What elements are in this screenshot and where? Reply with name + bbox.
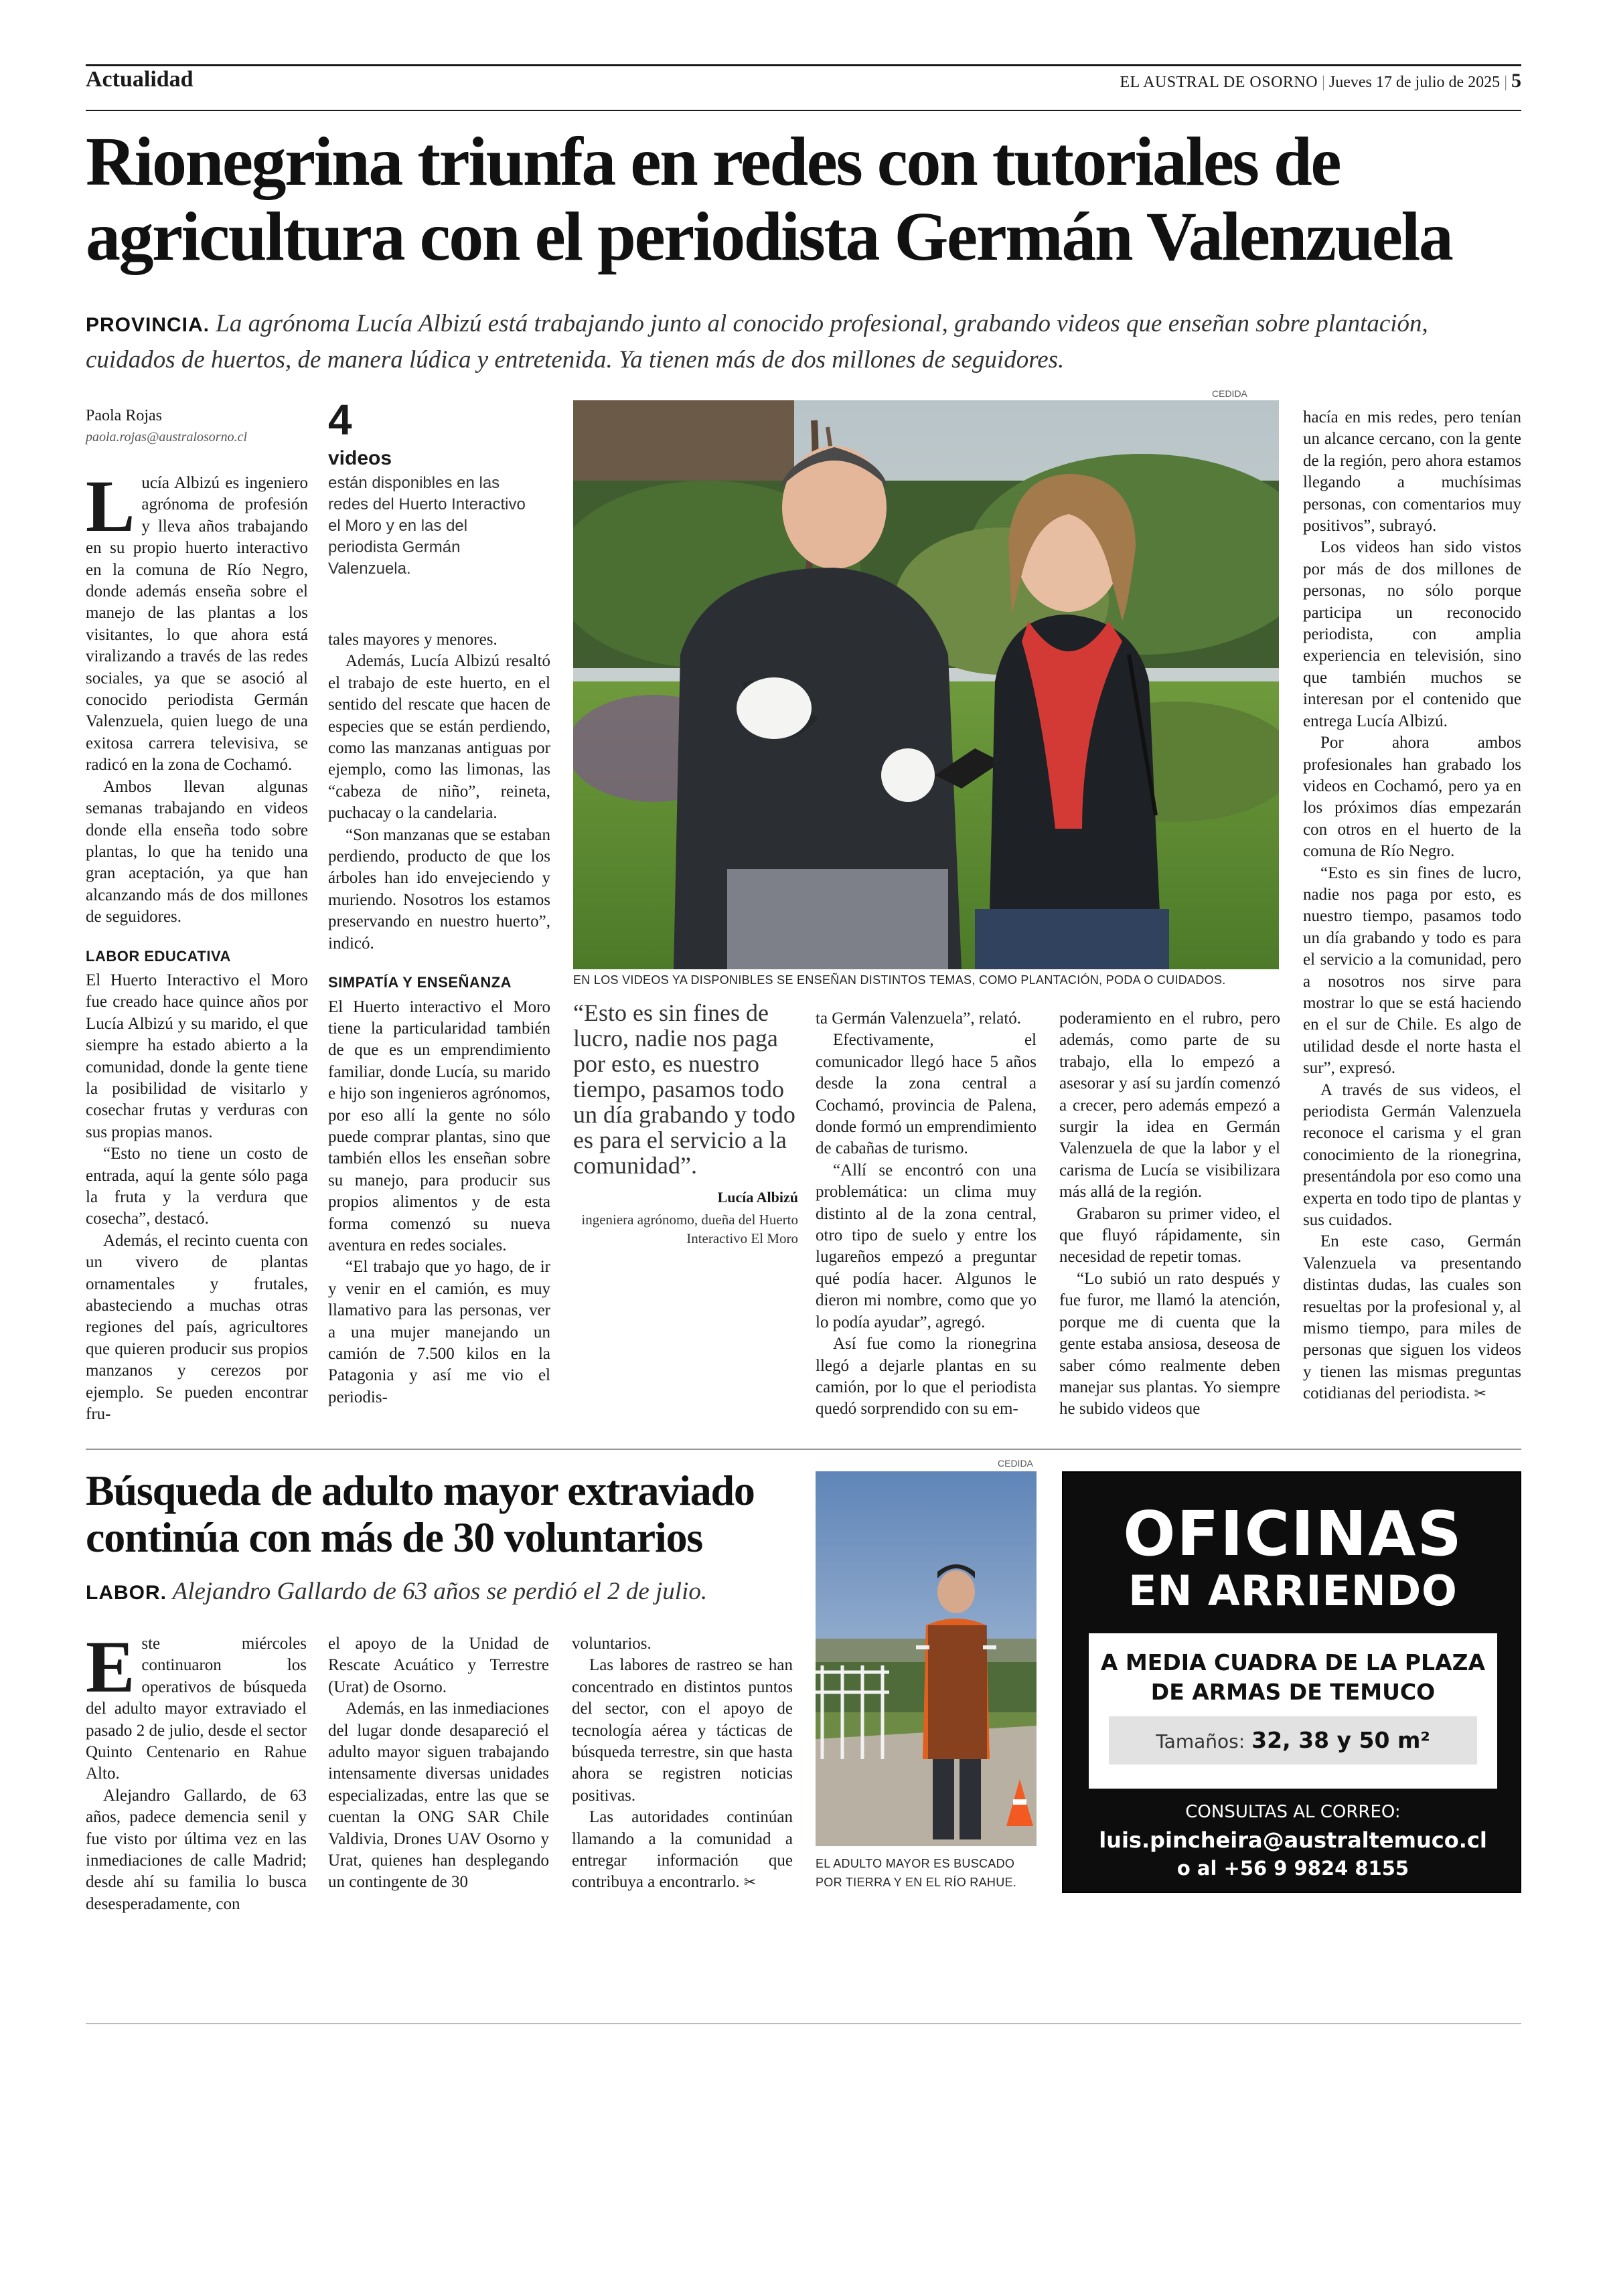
bottom-rule	[86, 2023, 1521, 2024]
paragraph: “Esto es sin fines de lucro, nadie nos paga por esto, es nuestro tiempo, pasamos todo un día grabando y todo es para el servicio a la comunidad, pero a nosotros nos sirve para mostrar lo que se está haciendo en el sur de Chile. Es algo de utilidad desde el norte hasta el sur”, expresó.	[1303, 864, 1521, 1078]
paragraph: Las labores de rastreo se han concentrado en distintos puntos del sector, con el apoyo de tecnología aérea y tácticas de búsqueda terrestre, sin que hasta ahora se registren noticias positivas.	[572, 1656, 793, 1805]
paragraph: voluntarios.	[572, 1635, 652, 1653]
stat-description: están disponibles en las redes del Huerto Interactivo el Moro y en las del periodista Germán Valenzuela.	[328, 474, 526, 578]
paragraph: Así fue como la rionegrina llegó a dejarle plantas en su camión, por lo que el periodista quedó sorprendido con su em-	[816, 1335, 1037, 1418]
quote-author: Lucía Albizú	[717, 1189, 798, 1206]
article2-column-2	[328, 1633, 549, 1894]
photo-credit: CEDIDA	[1212, 388, 1247, 399]
paragraph: En este caso, Germán Valenzuela va presentando distintas dudas, las cuales son resueltas por la profesional y, al mismo tiempo, para miles de personas que siguen los videos y tienen las mismas preguntas cotidianas del periodista.	[1303, 1232, 1521, 1403]
photo-credit: CEDIDA	[998, 1458, 1033, 1469]
paragraph: Efectivamente, el comunicador llegó hace 5 años desde la zona central a Cochamó, provincia de Palena, donde formó un emprendimiento de cabañas de turismo.	[816, 1031, 1037, 1158]
end-of-article-icon: ✂	[743, 1874, 757, 1892]
top-rule	[86, 64, 1521, 66]
ad-sizes-label: Tamaños:	[1156, 1730, 1245, 1752]
paragraph: Por ahora ambos profesionales han grabado los videos en Cochamó, pero ya en los próximos días empezarán con otros en el huerto de la comuna de Río Negro.	[1303, 734, 1521, 861]
end-of-article-icon: ✂	[1474, 1386, 1486, 1403]
article1-column-3	[816, 1008, 1037, 1420]
paragraph: “Allí se encontró con una problemática: un clima muy distinto al de la zona central, otro tipo de suelo y entre los lugareños empezó a preguntar qué podía hacer. Algunos le dieron mi nombre, como que yo lo podía ayudar”, agregó.	[816, 1161, 1037, 1331]
paragraph: ste miércoles continuaron los operativos de búsqueda del adulto mayor extraviado el pasado 2 de julio, desde el sector Quinto Centenario en Rahue Alto.	[86, 1635, 307, 1783]
paragraph: Las autoridades continúan llamando a la comunidad a entregar información que contribuya a encontrarlo.	[572, 1808, 793, 1892]
paragraph: A través de sus videos, el periodista Germán Valenzuela reconoce el carisma y el gran conocimiento de la rionegrina, presentándola por eso como una experta en todo tipo de plantas y sus cuidados.	[1303, 1080, 1521, 1230]
article1-column-1	[86, 465, 308, 1425]
article2-column-3	[572, 1633, 793, 1894]
article1-column-4	[1059, 1008, 1280, 1420]
section-divider	[86, 1449, 1521, 1450]
paragraph: El Huerto interactivo el Moro tiene la particularidad también de que es un emprendimiento familiar, donde Lucía, su marido e hijo son ingenieros agrónomos, por eso allí la gente no sólo puede comprar plantas, sino que también ellos les enseñan sobre su manejo, para producir sus propios alimentos y de esta forma comenzó su nueva aventura en redes sociales.	[328, 997, 550, 1254]
pull-quote: “Esto es sin fines de lucro, nadie nos paga por esto, es nuestro tiempo, pasamos todo un día grabando y todo es para el servicio a la comunidad”.	[573, 999, 795, 1179]
publication-name: EL AUSTRAL DE OSORNO	[1120, 74, 1318, 91]
masthead	[1120, 70, 1521, 92]
paragraph: Alejandro Gallardo, de 63 años, padece demencia senil y fue visto por última vez en las inmediaciones de calle Madrid; desde ahí su familia lo busca desesperadamente, con	[86, 1786, 307, 1913]
secondary-headline: Búsqueda de adulto mayor extraviado continúa con más de 30 voluntarios	[86, 1467, 755, 1561]
paragraph: “Esto no tiene un costo de entrada, aquí la gente sólo paga la fruta y la verdura que cosecha”, destacó.	[86, 1145, 308, 1228]
secondary-deck	[86, 1577, 795, 1606]
paragraph: Los videos han sido vistos por más de dos millones de personas, no sólo porque participa un reconocido periodista, con amplia experiencia en televisión, sino que también muchos se interesan por el contenido que entrega Lucía Albizú.	[1303, 538, 1521, 730]
paragraph: tales mayores y menores.	[328, 631, 498, 649]
main-deck	[86, 307, 1521, 378]
ad-subtitle: EN ARRIENDO	[1128, 1566, 1458, 1615]
deck-text: La agrónoma Lucía Albizú está trabajando junto al conocido profesional, grabando videos que enseñan sobre plantación, cuidados de huertos, de manera lúdica y entretenida. Ya tienen más de dos millones de seguidores.	[86, 310, 1428, 374]
ad-location: A MEDIA CUADRA DE LA PLAZA DE ARMAS DE TEMUCO	[1100, 1649, 1486, 1705]
paragraph: Ambos llevan algunas semanas trabajando en videos donde ella enseña todo sobre plantas, lo que ha tenido una gran aceptación, ya que han alcanzando más de dos millones de seguidores.	[86, 777, 308, 926]
photo-illustration	[573, 400, 1279, 969]
paragraph: Además, en las inmediaciones del lugar donde desapareció el adulto mayor siguen trabajando intensamente diversas unidades especializadas, entre las que se cuentan la ONG SAR Chile Valdivia, Drones UAV Osorno y Urat, quienes han desplegando un contingente de 30	[328, 1700, 549, 1892]
issue-date: Jueves 17 de julio de 2025	[1328, 74, 1501, 91]
deck-text: Alejandro Gallardo de 63 años se perdió el 2 de julio.	[172, 1578, 708, 1605]
subheading: LABOR EDUCATIVA	[86, 947, 231, 965]
article-photo	[816, 1471, 1037, 1846]
ad-info-box	[1089, 1633, 1497, 1789]
stat-number: 4	[328, 396, 352, 444]
paragraph: el apoyo de la Unidad de Rescate Acuático y Terrestre (Urat) de Osorno.	[328, 1635, 549, 1696]
paragraph: poderamiento en el rubro, pero además, como parte de su trabajo, ella lo empezó a asesorar y así su jardín comenzó a crecer, pero además empezó a surgir la idea en Germán Valenzuela de que la labor y el carisma de Lucía se visibilizara más allá de la región.	[1059, 1009, 1280, 1202]
main-headline: Rionegrina triunfa en redes con tutoriales de agricultura con el periodista Germán Valenzuela	[86, 123, 1452, 275]
deck-kicker: PROVINCIA.	[86, 314, 210, 336]
paragraph: ta Germán Valenzuela”, relató.	[816, 1009, 1022, 1028]
paragraph: “El trabajo que yo hago, de ir y venir en el camión, es muy llamativo para las personas, ver a una mujer manejando un camión de 7.500 kilos en la Patagonia y así me vio el periodis-	[328, 1258, 550, 1406]
quote-role: ingeniera agrónomo, dueña del Huerto Interactivo El Moro	[581, 1212, 798, 1246]
section-label: Actualidad	[86, 67, 194, 92]
advertisement	[1062, 1471, 1521, 1893]
article1-column-5	[1303, 407, 1521, 1406]
paragraph: Además, el recinto cuenta con un vivero de plantas ornamentales y frutales, abasteciendo a muchas otras regiones del país, agricultores que quieren producir sus propios manzanos y cerezos por ejemplo. Se pueden encontrar fru-	[86, 1231, 308, 1424]
header-rule	[86, 110, 1521, 111]
subheading: SIMPATÍA Y ENSEÑANZA	[328, 974, 512, 991]
paragraph: El Huerto Interactivo el Moro fue creado hace quince años por Lucía Albizú y su marido, el que siempre ha estado abierto a la comunidad, donde la gente tiene la posibilidad de visitarlo y cosechar frutas y verduras con sus propias manos.	[86, 971, 308, 1141]
ad-title: OFICINAS	[1123, 1498, 1463, 1570]
masthead-separator: |	[1504, 74, 1507, 91]
paragraph: ucía Albizú es ingeniero agrónoma de profesión y lleva años trabajando en su propio huerto interactivo en la comuna de Río Negro, donde además enseña sobre el manejo de las plantas a los visitantes, lo que ahora está viralizando a través de las redes sociales, ya que se asoció al conocido periodista Germán Valenzuela, quien luego de una exitosa carrera televisiva, se radicó en la zona de Cochamó.	[86, 474, 308, 774]
byline-email: paola.rojas@australosorno.cl	[86, 430, 248, 444]
page-number: 5	[1511, 70, 1521, 92]
dropcap: E	[86, 1626, 135, 1708]
ad-phone: o al +56 9 9824 8155	[1176, 1857, 1409, 1880]
ad-contact-label: CONSULTAS AL CORREO:	[1185, 1802, 1401, 1822]
byline-name: Paola Rojas	[86, 407, 162, 424]
photo-caption: EN LOS VIDEOS YA DISPONIBLES SE ENSEÑAN DISTINTOS TEMAS, COMO PLANTACIÓN, PODA O CUIDADOS.	[573, 973, 1226, 987]
stat-unit: videos	[328, 447, 392, 469]
article1-column-2	[328, 629, 550, 1408]
photo-illustration	[816, 1471, 1037, 1846]
paragraph: hacía en mis redes, pero tenían un alcance cercano, con la gente de la región, pero ahora estamos llegando a muchísimas personas, con comentarios muy positivos”, subrayó.	[1303, 408, 1521, 536]
photo-caption: EL ADULTO MAYOR ES BUSCADO POR TIERRA Y EN EL RÍO RAHUE.	[816, 1857, 1017, 1889]
paragraph: Además, Lucía Albizú resaltó el trabajo de este huerto, en el sentido del rescate que hacen de especies que se están perdiendo, como las manzanas antiguas por ejemplo, como las limonas, las “cabeza de niño”, reineta, puchacay o la candelaria.	[328, 652, 550, 823]
dropcap: L	[86, 465, 135, 547]
ad-email[interactable]: luis.pincheira@australtemuco.cl	[1099, 1827, 1487, 1853]
paragraph: Grabaron su primer video, el que fluyó rápidamente, sin necesidad de repetir tomas.	[1059, 1204, 1280, 1266]
deck-kicker: LABOR.	[86, 1582, 167, 1604]
masthead-separator: |	[1322, 74, 1325, 91]
ad-sizes	[1109, 1716, 1477, 1765]
article-photo	[573, 400, 1279, 969]
ad-sizes-value: 32, 38 y 50 m²	[1251, 1727, 1430, 1753]
paragraph: “Son manzanas que se estaban perdiendo, producto de que los árboles han ido envejeciendo y muriendo. Nosotros los estamos preservando en nuestro huerto”, indicó.	[328, 825, 550, 953]
paragraph: “Lo subió un rato después y fue furor, me llamó la atención, porque me di cuenta que la gente estaba ansiosa, deseosa de saber cómo realmente deben manejar sus plantas. Yo siempre he subido videos que	[1059, 1269, 1280, 1418]
article2-column-1	[86, 1626, 307, 1915]
